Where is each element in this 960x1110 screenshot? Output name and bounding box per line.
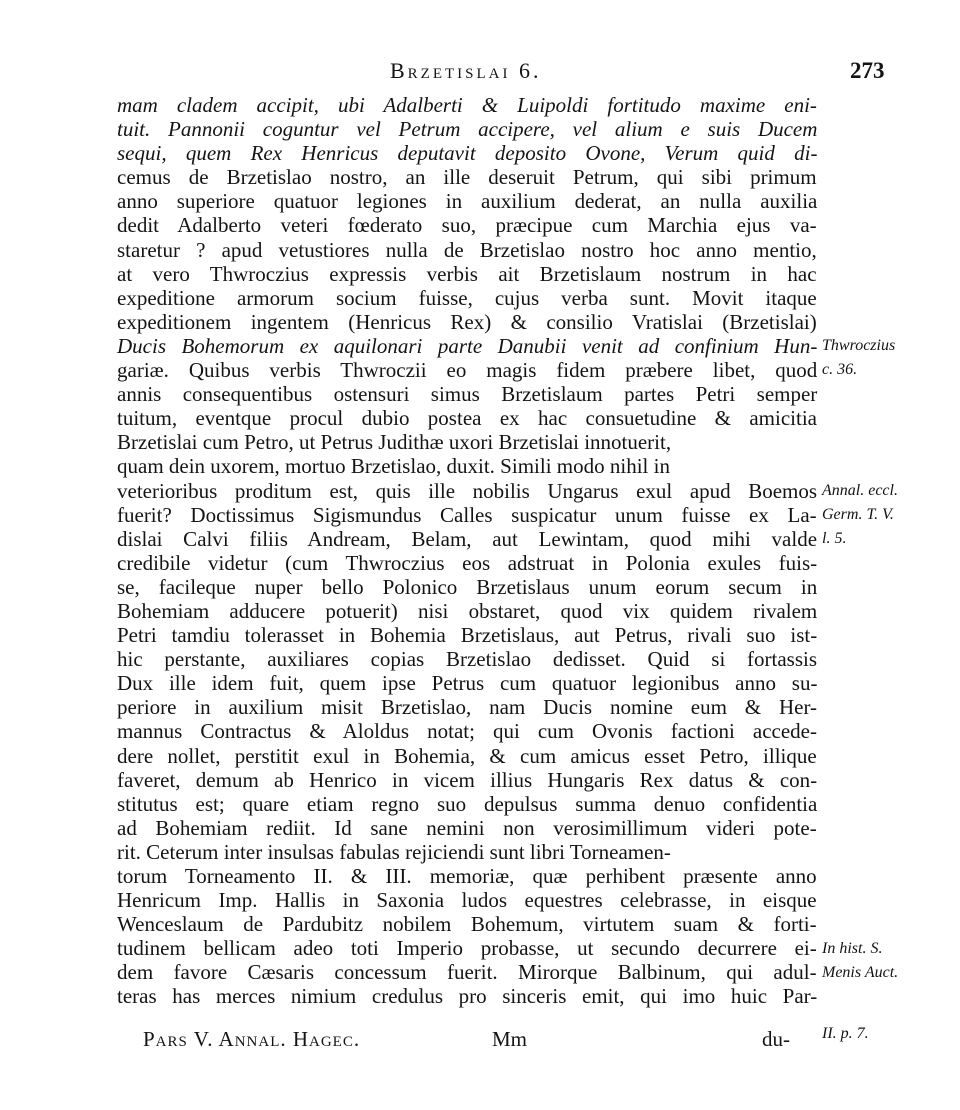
margin-note: Thwroczius (822, 337, 896, 354)
text-line: stitutus est; quare etiam regno suo depulsus summa denuo confidentia (117, 791, 818, 816)
catchword: du- (762, 1027, 790, 1051)
margin-note: Menis Auct. (822, 963, 899, 981)
text-line: fuerit? Doctissimus Sigismundus Calles suspicatur unum fuisse ex La- (117, 502, 817, 527)
text-line: Dux ille idem fuit, quem ipse Petrus cum quatuor legionibus anno su- (117, 671, 818, 696)
text-line: anno superiore quatuor legiones in auxilium dederat, an nulla auxilia (117, 189, 818, 214)
margin-note: Germ. T. V. (822, 505, 894, 523)
text-line: credibile videtur (cum Thwroczius eos adstruat in Polonia exules fuis- (117, 550, 818, 575)
text-line: staretur ? apud vetustiores nulla de Brzetislao nostro hoc anno mentio, (117, 237, 817, 262)
text-line: Bohemiam adducere potuerit) nisi obstaret, quod vix quidem rivalem (117, 598, 818, 623)
text-line: mam cladem accipit, ubi Adalberti & Luipoldi fortitudo maxime eni- (117, 93, 817, 117)
text-line: tuit. Pannonii coguntur vel Petrum accipere, vel alium e suis Ducem (117, 117, 818, 142)
text-line: Henricum Imp. Hallis in Saxonia ludos equestres celebrasse, in eisque (117, 888, 817, 913)
text-line: dem favore Cæsaris concessum fuerit. Mirorque Balbinum, qui adul- (117, 960, 817, 985)
text-line: faveret, demum ab Henrico in vicem illius Hungaris Rex datus & con- (117, 767, 818, 792)
text-line: rit. Ceterum inter insulsas fabulas rejiciendi sunt libri Torneamen- (117, 839, 671, 864)
text-line: teras has merces nimium credulus pro sinceris emit, qui imo huic Par- (117, 984, 818, 1009)
margin-note: c. 36. (822, 361, 858, 379)
text-line: expeditione armorum socium fuisse, cujus verba sunt. Movit itaque (117, 285, 817, 310)
running-head (0, 58, 960, 88)
text-line: dere nollet, perstitit exul in Bohemia, & cum amicus esset Petro, illique (117, 743, 817, 768)
text-line: dislai Calvi filiis Andream, Belam, aut Lewintam, quod mihi valde (117, 526, 818, 551)
running-title: Brzetislai 6. (390, 58, 542, 83)
text-line: quam dein uxorem, mortuo Brzetislao, duxit. Simili modo nihil in (117, 454, 670, 479)
text-line: torum Torneamento II. & III. memoriæ, quæ perhibent præsente anno (117, 864, 817, 888)
text-line: Wenceslaum de Pardubitz nobilem Bohemum, virtutem suam & forti- (117, 912, 817, 937)
text-line: annis consequentibus ostensuri simus Brzetislaum partes Petri semper (117, 382, 818, 407)
text-line: sequi, quem Rex Henricus deputavit deposito Ovone, Verum quid di- (117, 141, 818, 166)
text-line: cemus de Brzetislao nostro, an ille deseruit Petrum, qui sibi primum (117, 165, 817, 190)
footer-part-label: Pars V. Annal. Hagec. (143, 1027, 361, 1051)
text-line: Petri tamdiu tolerasset in Bohemia Brzetislaus, aut Petrus, rivali suo ist- (117, 623, 818, 648)
text-line: mannus Contractus & Aloldus notat; qui cum Ovonis factioni accede- (117, 719, 817, 744)
text-line: at vero Thwroczius expressis verbis ait Brzetislaum nostrum in hac (117, 261, 817, 286)
text-line: hic perstante, auxiliares copias Brzetislao dedisset. Quid si fortassis (117, 647, 818, 672)
text-line: Brzetislai cum Petro, ut Petrus Judithæ uxori Brzetislai innotuerit, (117, 430, 672, 455)
margin-note-footer: II. p. 7. (822, 1025, 869, 1042)
page-footer (0, 1027, 960, 1057)
text-line: dedit Adalberto veteri fœderato suo, præcipue cum Marchia ejus va- (117, 213, 817, 238)
text-line: periore in auxilium misit Brzetislao, nam Ducis nomine eum & Her- (117, 695, 818, 720)
signature-mark: Mm (492, 1027, 528, 1051)
margin-note: l. 5. (822, 529, 847, 547)
text-line: ad Bohemiam rediit. Id sane nemini non verosimillimum videri pote- (117, 815, 817, 840)
text-line: expeditionem ingentem (Henricus Rex) & consilio Vratislai (Brzetislai) (117, 309, 817, 334)
page-number: 273 (850, 58, 885, 83)
text-line: gariæ. Quibus verbis Thwroczii eo magis fidem præbere libet, quod (117, 358, 818, 383)
text-line: se, facileque nuper bello Polonico Brzetislaus unum eorum secum in (117, 574, 818, 599)
margin-note: In hist. S. (822, 939, 883, 957)
body-text (117, 93, 817, 1009)
text-line: tudinem bellicam adeo toti Imperio probasse, ut secundo decurrere ei- (117, 936, 817, 961)
text-line: Ducis Bohemorum ex aquilonari parte Danubii venit ad confinium Hun- (117, 333, 818, 358)
margin-note: Annal. eccl. (822, 481, 898, 499)
text-line: tuitum, eventque procul dubio postea ex hac consuetudine & amicitia (117, 406, 817, 431)
text-line: veterioribus proditum est, quis ille nobilis Ungarus exul apud Boemos (117, 478, 818, 503)
